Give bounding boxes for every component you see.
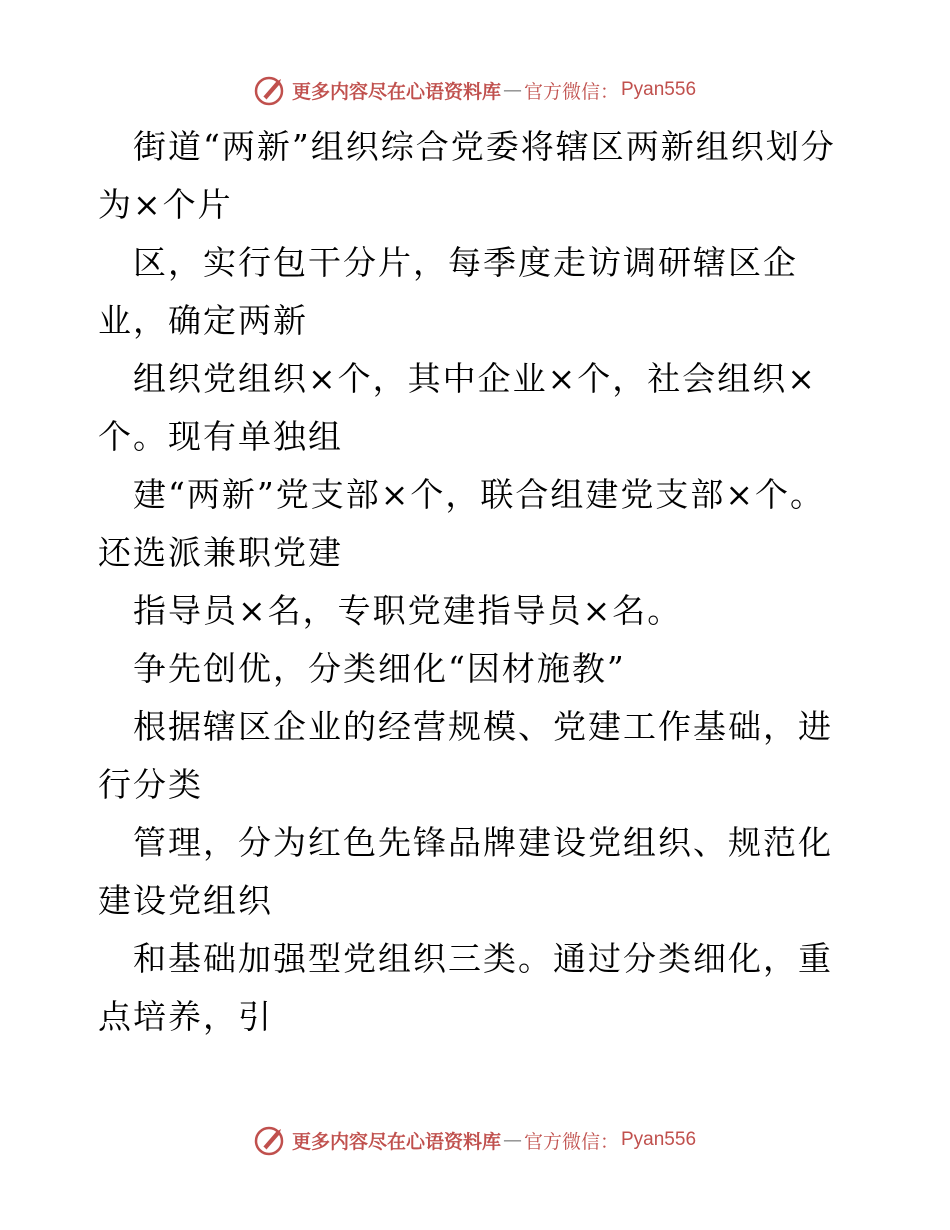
watermark-main-text: 更多内容尽在心语资料库: [291, 1130, 501, 1153]
watermark-main-text: 更多内容尽在心语资料库: [291, 80, 501, 103]
watermark-id: Pyan556: [621, 1129, 697, 1150]
paragraph: 指导员×名，专职党建指导员×名。: [98, 591, 683, 630]
paragraph: 争先创优，分类细化“因材施教”: [98, 649, 626, 688]
paragraph: 建“两新”党支部×个，联合组建党支部×个。还选派兼职党建: [98, 475, 826, 572]
paragraph: 和基础加强型党组织三类。通过分类细化，重点培养，引: [98, 939, 833, 1036]
paragraph: 街道“两新”组织综合党委将辖区两新组织划分为×个片: [98, 127, 836, 224]
document-body: [98, 118, 858, 1046]
watermark-separator: —: [502, 1129, 522, 1151]
watermark-separator: —: [502, 79, 522, 101]
pen-nib-icon: [254, 73, 288, 107]
footer-watermark: [0, 1120, 950, 1160]
header-watermark: [0, 70, 950, 110]
watermark-id: Pyan556: [621, 79, 697, 100]
watermark-label: 官方微信：: [523, 80, 619, 103]
paragraph: 根据辖区企业的经营规模、党建工作基础，进行分类: [98, 707, 833, 804]
paragraph: 区，实行包干分片，每季度走访调研辖区企业，确定两新: [98, 243, 798, 340]
watermark-label: 官方微信：: [523, 1130, 619, 1153]
pen-nib-icon: [254, 1123, 288, 1157]
paragraph: 管理，分为红色先锋品牌建设党组织、规范化建设党组织: [98, 823, 833, 920]
paragraph: 组织党组织×个，其中企业×个，社会组织×个。现有单独组: [98, 359, 817, 456]
